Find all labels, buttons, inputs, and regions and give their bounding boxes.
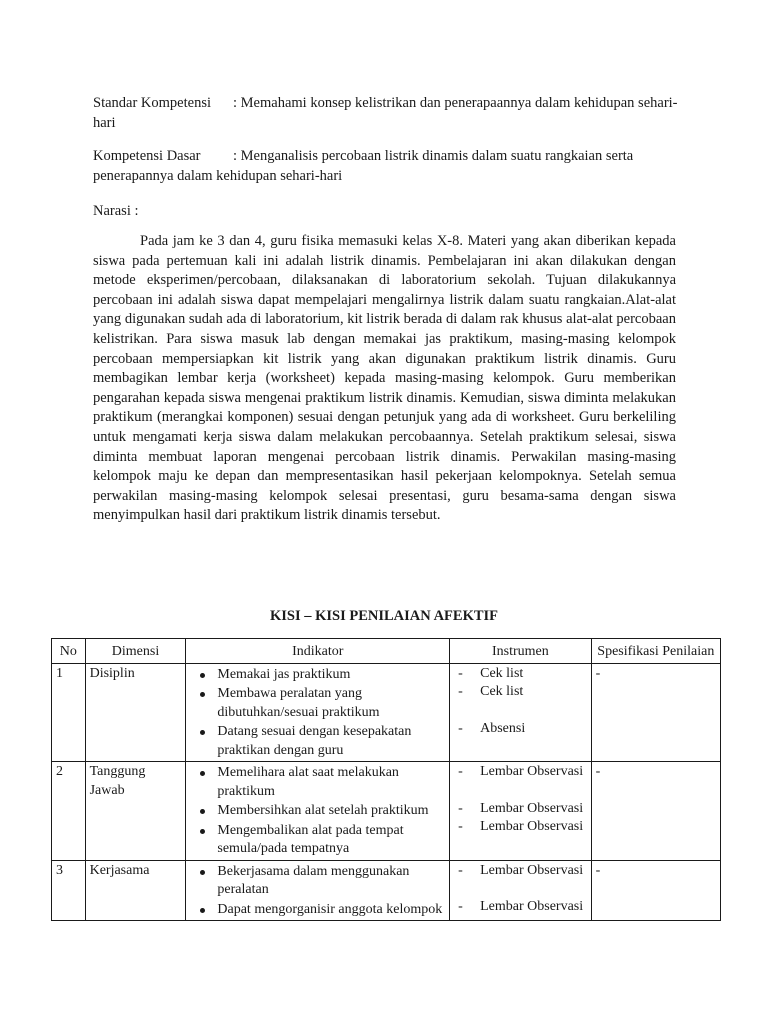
narasi-label: Narasi : bbox=[93, 203, 139, 219]
instrumen-item: - Lembar Observasi bbox=[458, 800, 587, 819]
instrumen-item: - Lembar Observasi bbox=[458, 898, 587, 917]
header-dimensi: Dimensi bbox=[85, 639, 186, 664]
row-dimensi: Tanggung Jawab bbox=[85, 762, 186, 861]
instrumen-item: - Lembar Observasi bbox=[458, 862, 587, 881]
header-instrumen: Instrumen bbox=[450, 639, 592, 664]
indikator-item: Membawa peralatan yang dibutuhkan/sesuai praktikum bbox=[198, 685, 445, 722]
row-no: 1 bbox=[52, 663, 86, 762]
row-no: 3 bbox=[52, 860, 86, 921]
indikator-item: Mengembalikan alat pada tempat semula/pada tempatnya bbox=[198, 822, 445, 859]
table-row bbox=[52, 762, 721, 861]
instrumen-item: - Cek list bbox=[458, 665, 587, 684]
row-indikator bbox=[186, 663, 450, 762]
row-indikator bbox=[186, 762, 450, 861]
table-row bbox=[52, 663, 721, 762]
standar-kompetensi-value: : Memahami konsep kelistrikan dan penerapaannya dalam kehidupan sehari-hari bbox=[93, 95, 678, 131]
instrumen-item: - Absensi bbox=[458, 720, 587, 739]
indikator-item: Bekerjasama dalam menggunakan peralatan bbox=[198, 863, 445, 900]
indikator-item: Datang sesuai dengan kesepakatan praktikan dengan guru bbox=[198, 723, 445, 760]
indikator-item: Dapat mengorganisir anggota kelompok bbox=[198, 901, 445, 920]
row-dimensi: Disiplin bbox=[85, 663, 186, 762]
row-indikator bbox=[186, 860, 450, 921]
instrumen-item: - Lembar Observasi bbox=[458, 763, 587, 782]
standar-kompetensi-label: Standar Kompetensi bbox=[93, 95, 211, 111]
row-spesifikasi: - bbox=[591, 860, 720, 921]
kompetensi-dasar-label: Kompetensi Dasar bbox=[93, 148, 201, 164]
row-dimensi: Kerjasama bbox=[85, 860, 186, 921]
row-no: 2 bbox=[52, 762, 86, 861]
table-title: KISI – KISI PENILAIAN AFEKTIF bbox=[269, 608, 499, 624]
row-instrumen bbox=[450, 663, 592, 762]
header-indikator: Indikator bbox=[186, 639, 450, 664]
row-instrumen bbox=[450, 762, 592, 861]
kompetensi-dasar-value: : Menganalisis percobaan listrik dinamis dalam suatu rangkaian serta penerapannya dalam kehidupan sehari-hari bbox=[93, 148, 634, 184]
table-row bbox=[52, 860, 721, 921]
kompetensi-dasar bbox=[93, 146, 683, 186]
instrumen-item: - Cek list bbox=[458, 683, 587, 702]
indikator-item: Memakai jas praktikum bbox=[198, 666, 445, 685]
instrumen-item: - Lembar Observasi bbox=[458, 818, 587, 837]
row-spesifikasi: - bbox=[591, 762, 720, 861]
narasi-paragraph: Pada jam ke 3 dan 4, guru fisika memasuki kelas X-8. Materi yang akan diberikan kepada siswa pada pertemuan kali ini adalah listrik dinamis. Pembelajaran ini akan dilakukan dengan metode eksperimen/percobaan, dilaksanakan di laboratorium sekolah. Tujuan dilakukannya percobaan ini adalah siswa dapat mempelajari mengalirnya listrik dalam suatu rangkaian.Alat-alat yang digunakan sudah ada di laboratorium, kit listrik berada di dalam rak khusus alat-alat percobaan kelistrikan. Para siswa masuk lab dengan memakai jas praktikum, masing-masing kelompok percobaan mempersiapkan kit listrik yang akan digunakan praktikum listrik dinamis. Guru membagikan lembar kerja (worksheet) kepada masing-masing kelompok. Guru memberikan pengarahan kepada siswa mengenai praktikum listrik dinamis. Kemudian, siswa diminta melakukan praktikum (merangkai komponen) sesuai dengan petunjuk yang ada di worksheet. Guru berkeliling untuk mengamati kerja siswa dalam melakukan percobaannya. Setelah praktikum selesai, siswa diminta membuat laporan mengenai percobaan listrik dinamis. Perwakilan masing-masing kelompok maju ke depan dan mempresentasikan hasil pekerjaan kelompoknya. Setelah semua perwakilan masing-masing kelompok selesai presentasi, guru besama-sama dengan siswa menyimpulkan hasil dari praktikum listrik dinamis tersebut. bbox=[93, 233, 676, 524]
table-header-row bbox=[52, 639, 721, 664]
row-instrumen bbox=[450, 860, 592, 921]
header-no: No bbox=[52, 639, 86, 664]
row-spesifikasi: - bbox=[591, 663, 720, 762]
header-spesifikasi: Spesifikasi Penilaian bbox=[591, 639, 720, 664]
kisi-table bbox=[51, 638, 721, 921]
standar-kompetensi bbox=[93, 93, 683, 133]
indikator-item: Membersihkan alat setelah praktikum bbox=[198, 802, 445, 821]
indikator-item: Memelihara alat saat melakukan praktikum bbox=[198, 764, 445, 801]
